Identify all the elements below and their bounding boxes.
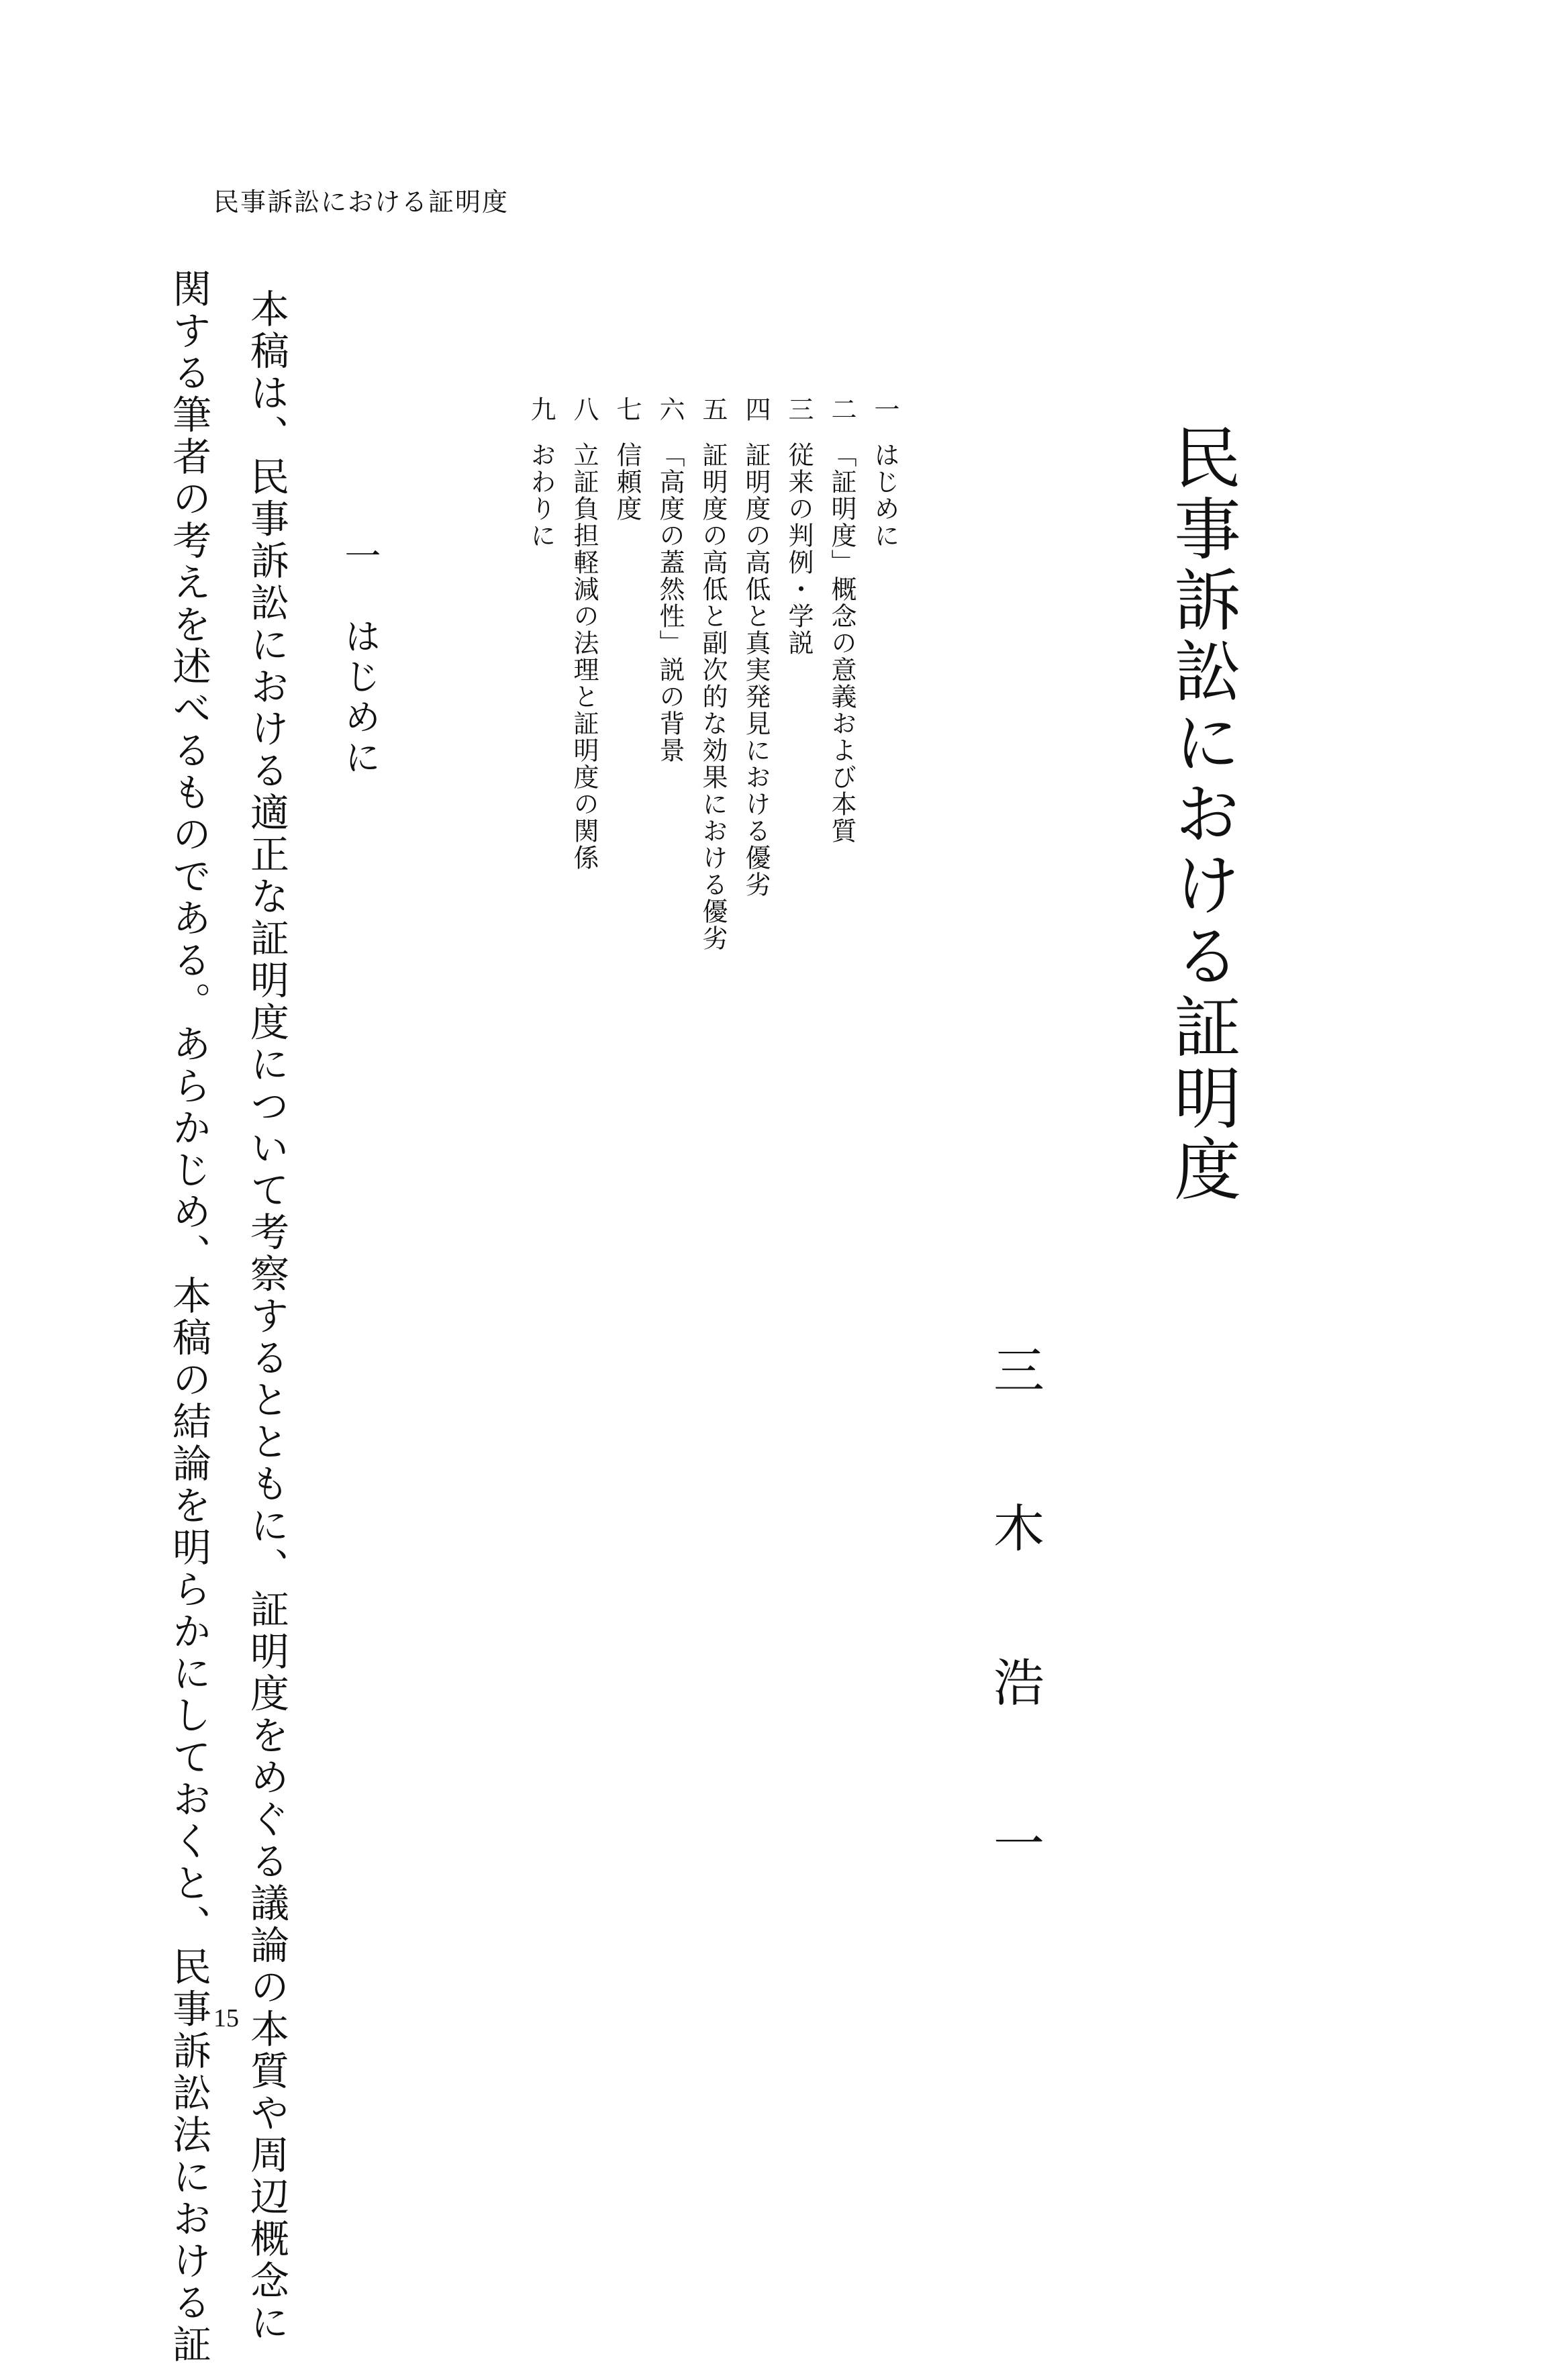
toc-item-number: 六 xyxy=(655,396,685,422)
toc-item-number: 三 xyxy=(784,396,814,422)
body-line: 本稿は、民事訴訟における適正な証明度について考察するとともに、証明度をめぐる議論の本質や周辺概念に xyxy=(244,289,289,2345)
section-number: 一 xyxy=(339,537,381,577)
toc-item-text: 信頼度 xyxy=(612,442,642,522)
toc-item-number: 二 xyxy=(827,396,856,422)
toc-item-text: 「高度の蓋然性」説の背景 xyxy=(655,442,685,764)
article-title: 民事訴訟における証明度 xyxy=(1163,423,1241,1205)
toc-item xyxy=(784,396,814,952)
toc-item-text: 立証負担軽減の法理と証明度の関係 xyxy=(569,442,599,871)
toc-item xyxy=(612,396,642,952)
toc-item-text: 証明度の高低と副次的な効果における優劣 xyxy=(698,442,728,952)
author-char-2: 木 xyxy=(993,1499,1044,1559)
toc-item xyxy=(655,396,685,952)
toc-item-text: 証明度の高低と真実発見における優劣 xyxy=(741,442,771,898)
toc-item xyxy=(827,396,856,952)
author-char-4: 一 xyxy=(993,1814,1044,1874)
running-header: 民事訴訟における証明度 xyxy=(213,187,509,217)
toc-item xyxy=(526,396,556,952)
toc-item-number: 八 xyxy=(569,396,599,422)
toc-item-number: 七 xyxy=(612,396,642,422)
toc-item-number: 九 xyxy=(526,396,556,422)
page-number: 15 xyxy=(213,2004,239,2032)
toc-item-number: 五 xyxy=(698,396,728,422)
toc-item xyxy=(698,396,728,952)
table-of-contents xyxy=(526,396,899,952)
toc-item-number: 一 xyxy=(870,396,899,422)
body-line: 関する筆者の考えを述べるものである。あらかじめ、本稿の結論を明らかにしておくと、民事訴訟法における証 xyxy=(166,268,211,2366)
section-title: はじめに xyxy=(339,618,381,779)
author-char-1: 三 xyxy=(993,1341,1044,1401)
toc-item-text: 「証明度」概念の意義および本質 xyxy=(827,442,856,844)
toc-item-text: はじめに xyxy=(870,442,899,549)
toc-item xyxy=(870,396,899,952)
toc-item-text: 従来の判例・学説 xyxy=(784,442,814,656)
toc-item xyxy=(741,396,771,952)
section-heading xyxy=(334,537,386,779)
toc-item xyxy=(569,396,599,952)
toc-item-text: おわりに xyxy=(526,442,556,549)
toc-item-number: 四 xyxy=(741,396,771,422)
author-char-3: 浩 xyxy=(993,1653,1044,1713)
